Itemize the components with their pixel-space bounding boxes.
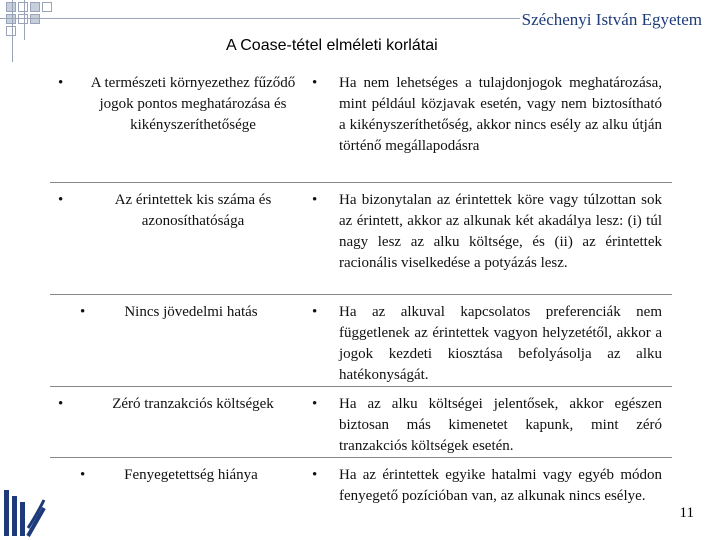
bullet: • xyxy=(80,466,86,483)
condition-cell xyxy=(50,457,312,529)
decor-square xyxy=(18,14,28,24)
comparison-table xyxy=(50,66,672,529)
bullet: • xyxy=(312,466,318,483)
decor-line xyxy=(0,18,520,19)
consequence-cell xyxy=(312,182,672,294)
consequence-cell xyxy=(312,294,672,386)
condition-text: Fenyegetettség hiánya xyxy=(124,466,258,483)
page-number: 11 xyxy=(679,505,694,521)
decor-line xyxy=(12,0,13,62)
bullet: • xyxy=(58,75,64,91)
bullet: • xyxy=(58,395,64,412)
decor-square xyxy=(30,14,40,24)
bullet: • xyxy=(58,191,64,208)
consequence-text: Ha nem lehetséges a tulajdonjogok meghatározása, mint például közjavak esetén, vagy nem biztosítható a kikényszeríthetőség, akkor nincs esély az alku útján történő megállapodásra xyxy=(339,75,662,154)
table-row xyxy=(50,386,672,457)
condition-text: Az érintettek kis száma és azonosíthatósága xyxy=(114,191,272,229)
condition-cell xyxy=(50,182,312,294)
condition-cell xyxy=(50,294,312,386)
consequence-text: Ha az alkuval kapcsolatos preferenciák nem függetlenek az érintettek vagyon helyzetétől, akkor a jogok kezdeti kiosztása befolyásolja az alku hatékonyságát. xyxy=(339,303,662,383)
table-row xyxy=(50,182,672,294)
condition-cell xyxy=(50,66,312,182)
consequence-text: Ha bizonytalan az érintettek köre vagy túlzottan sok az érintett, akkor az alkunak két akadálya lesz: (i) túl nagy lesz az alku költsége, és (ii) az érintettek racionális viselkedése a potyázás lesz. xyxy=(339,191,662,271)
table-row xyxy=(50,66,672,182)
consequence-cell xyxy=(312,66,672,182)
bullet: • xyxy=(312,191,318,208)
bullet: • xyxy=(80,303,86,320)
decor-square xyxy=(6,26,16,36)
condition-text: Zéró tranzakciós költségek xyxy=(112,395,274,412)
table-row xyxy=(50,457,672,529)
bullet: • xyxy=(312,75,318,91)
decor-square xyxy=(18,2,28,12)
decor-square xyxy=(42,2,52,12)
consequence-cell xyxy=(312,386,672,457)
table-row xyxy=(50,294,672,386)
decor-square xyxy=(6,14,16,24)
consequence-text: Ha az érintettek egyike hatalmi vagy egyéb módon fenyegető pozícióban van, az alkunak nincs esélye. xyxy=(339,466,662,504)
decor-square xyxy=(30,2,40,12)
university-logo-icon xyxy=(0,486,46,540)
condition-cell xyxy=(50,386,312,457)
condition-text: Nincs jövedelmi hatás xyxy=(124,303,258,320)
decor-line xyxy=(24,0,25,40)
bullet: • xyxy=(312,303,318,320)
page-title: A Coase-tétel elméleti korlátai xyxy=(226,37,438,54)
consequence-text: Ha az alku költségei jelentősek, akkor egészen biztosan más kimenetet kapunk, mint zéró tranzakciós költségek esetén. xyxy=(339,395,662,454)
bullet: • xyxy=(312,395,318,412)
decor-square xyxy=(6,2,16,12)
university-name: Széchenyi István Egyetem xyxy=(521,10,702,29)
consequence-cell xyxy=(312,457,672,529)
condition-text: A természeti környezethez fűződő jogok pontos meghatározása és kikényszeríthetősége xyxy=(90,75,296,133)
